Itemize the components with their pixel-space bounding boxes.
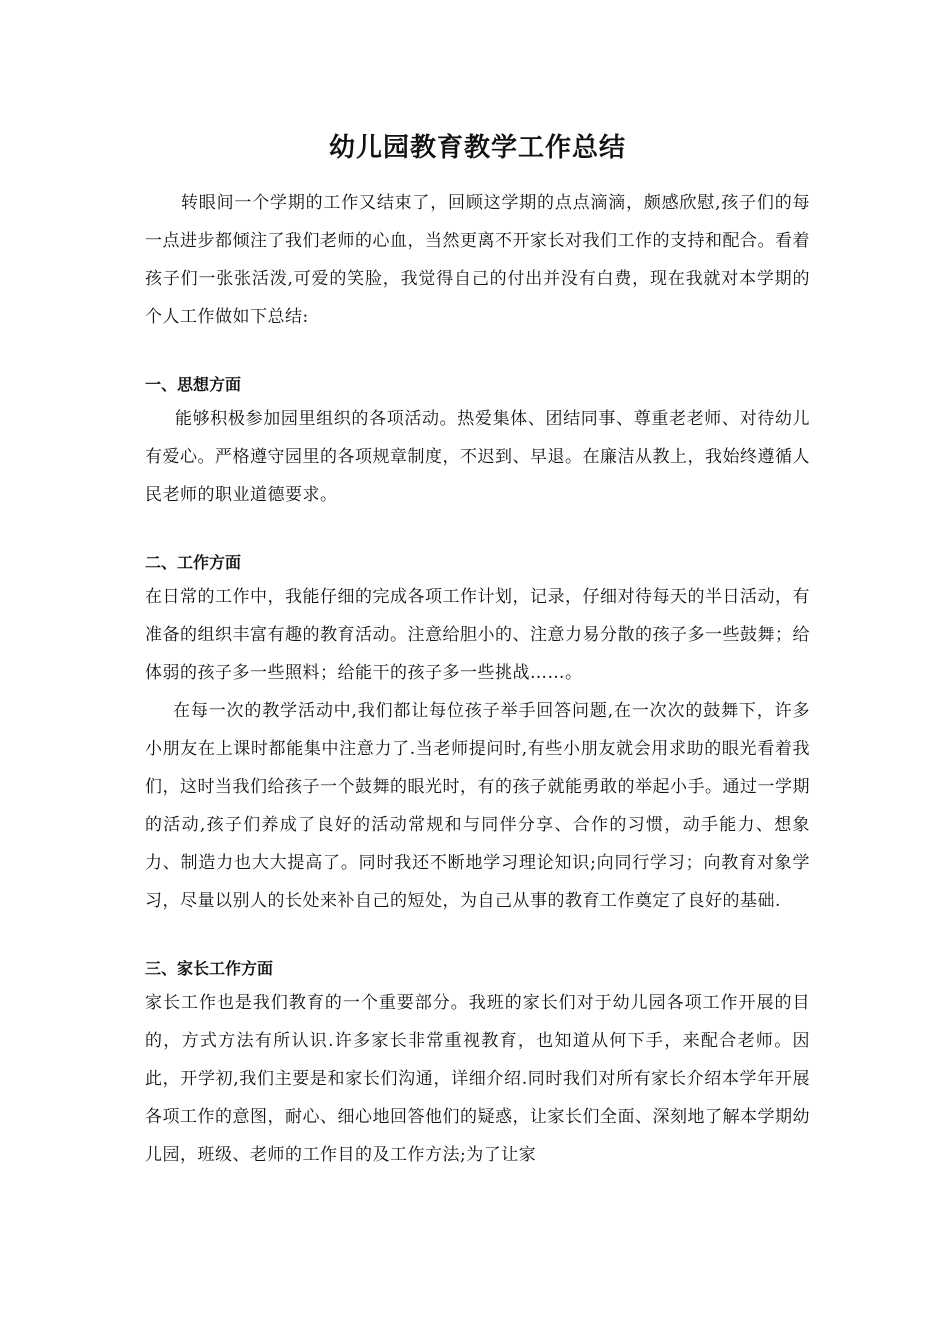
- spacer: [145, 920, 810, 954]
- section-paragraph: 能够积极参加园里组织的各项活动。热爱集体、团结同事、尊重老老师、对待幼儿有爱心。严格遵守园里的各项规章制度，不迟到、早退。在廉洁从教上，我始终遵循人民老师的职业道德要求。: [145, 409, 810, 505]
- section-paragraph: 在每一次的教学活动中,我们都让每位孩子举手回答问题,在一次次的鼓舞下，许多小朋友在上课时都能集中注意力了.当老师提问时,有些小朋友就会用求助的眼光看着我们，这时当我们给孩子一个鼓舞的眼光时，有的孩子就能勇敢的举起小手。通过一学期的活动,孩子们养成了良好的活动常规和与同伴分享、合作的习惯，动手能力、想象力、制造力也大大提高了。同时我还不断地学习理论知识;向同行学习；向教育对象学习，尽量以别人的长处来补自己的短处，为自己从事的教育工作奠定了良好的基础.: [145, 701, 810, 911]
- spacer: [145, 336, 810, 370]
- spacer: [145, 514, 810, 548]
- document-page: [145, 128, 810, 1174]
- section-heading-work: 二、工作方面: [145, 553, 242, 572]
- section-heading-parents: 三、家长工作方面: [145, 959, 274, 978]
- section-heading-thought: 一、思想方面: [145, 375, 242, 394]
- document-title: 幼儿园教育教学工作总结: [328, 133, 626, 163]
- section-paragraph: 家长工作也是我们教育的一个重要部分。我班的家长们对于幼儿园各项工作开展的目的，方式方法有所认识.许多家长非常重视教育，也知道从何下手，来配合老师。因此，开学初,我们主要是和家长们沟通，详细介绍.同时我们对所有家长介绍本学年开展各项工作的意图，耐心、细心地回答他们的疑惑，让家长们全面、深刻地了解本学期幼儿园，班级、老师的工作目的及工作方法;为了让家: [145, 993, 810, 1165]
- section-paragraph: 在日常的工作中，我能仔细的完成各项工作计划，记录，仔细对待每天的半日活动，有准备的组织丰富有趣的教育活动。注意给胆小的、注意力易分散的孩子多一些鼓舞；给体弱的孩子多一些照料；给能干的孩子多一些挑战……。: [145, 587, 810, 683]
- intro-paragraph: 转眼间一个学期的工作又结束了，回顾这学期的点点滴滴，颇感欣慰,孩子们的每一点进步都倾注了我们老师的心血，当然更离不开家长对我们工作的支持和配合。看着孩子们一张张活泼,可爱的笑脸，我觉得自己的付出并没有白费，现在我就对本学期的个人工作做如下总结:: [145, 193, 810, 327]
